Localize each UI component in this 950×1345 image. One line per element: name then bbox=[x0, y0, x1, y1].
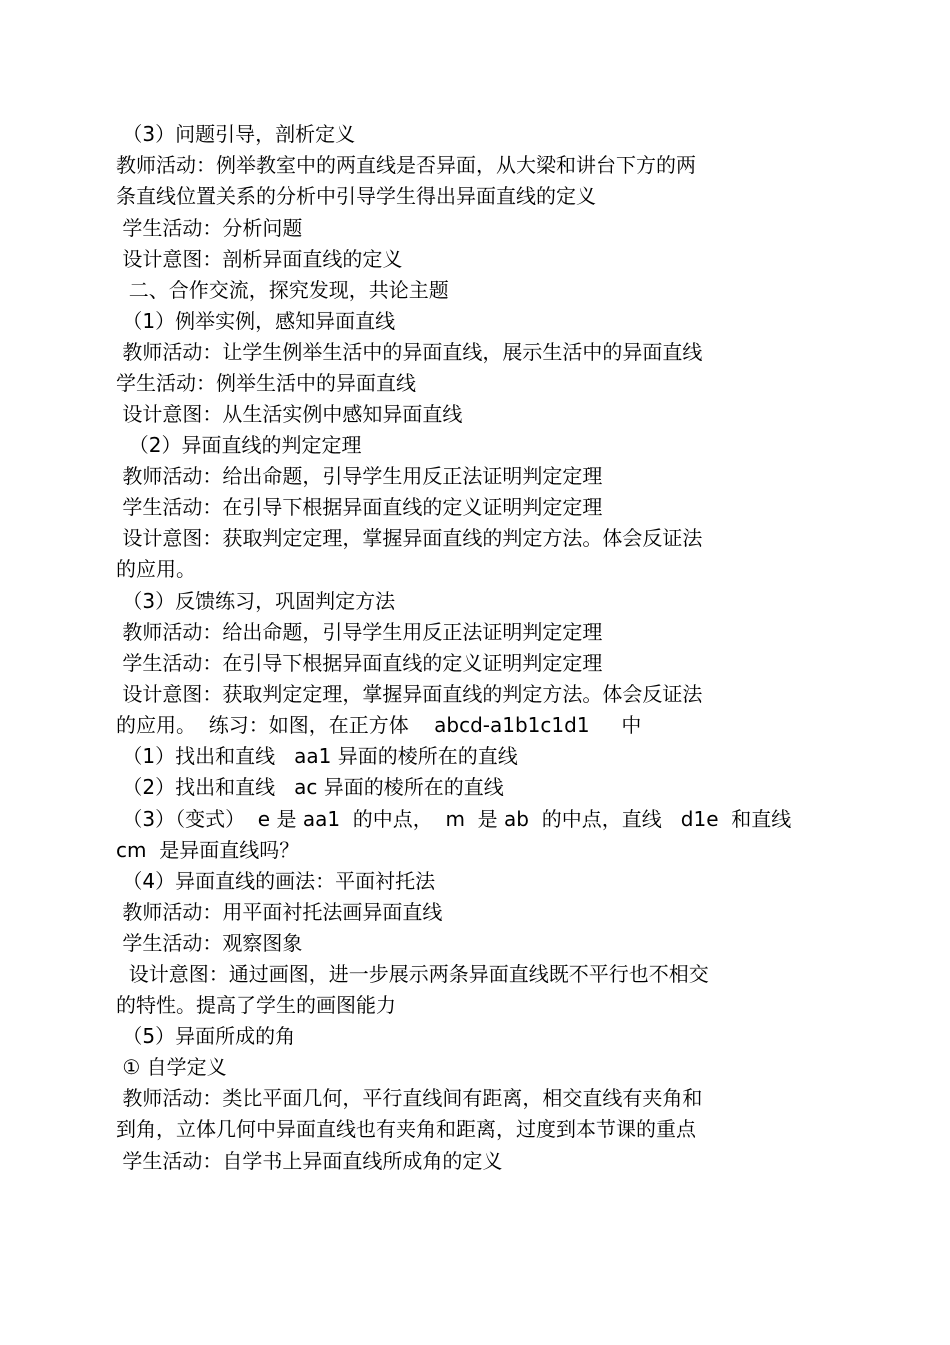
text-line: 教师活动：用平面衬托法画异面直线 bbox=[116, 900, 443, 924]
text-line: 学生活动：观察图象 bbox=[116, 931, 303, 955]
text-line: （2）异面直线的判定定理 bbox=[116, 433, 362, 457]
text-line: 教师活动：让学生例举生活中的异面直线，展示生活中的异面直线 bbox=[116, 340, 703, 364]
text-line: 到角，立体几何中异面直线也有夹角和距离，过度到本节课的重点 bbox=[116, 1117, 696, 1141]
text-line: 学生活动：分析问题 bbox=[116, 216, 303, 240]
text-line: 教师活动：类比平面几何，平行直线间有距离，相交直线有夹角和 bbox=[116, 1086, 703, 1110]
text-line: 设计意图：获取判定定理，掌握异面直线的判定方法。体会反证法 bbox=[116, 682, 703, 706]
text-line: 学生活动：在引导下根据异面直线的定义证明判定定理 bbox=[116, 495, 603, 519]
text-line: （1）找出和直线 aa1 异面的棱所在的直线 bbox=[116, 744, 518, 768]
text-line: （3）（变式） e 是 aa1 的中点， m 是 ab 的中点，直线 d1e 和直线 bbox=[116, 807, 792, 831]
text-line: 设计意图：通过画图，进一步展示两条异面直线既不平行也不相交 bbox=[116, 962, 709, 986]
text-line: （1）例举实例，感知异面直线 bbox=[116, 309, 396, 333]
text-line: 教师活动：例举教室中的两直线是否异面，从大梁和讲台下方的两 bbox=[116, 153, 696, 177]
text-line: 设计意图：获取判定定理，掌握异面直线的判定方法。体会反证法 bbox=[116, 526, 703, 550]
text-line: （2）找出和直线 ac 异面的棱所在的直线 bbox=[116, 775, 504, 799]
text-line: 学生活动：自学书上异面直线所成角的定义 bbox=[116, 1149, 503, 1173]
text-line: 学生活动：例举生活中的异面直线 bbox=[116, 371, 416, 395]
text-line: cm 是异面直线吗？ bbox=[116, 838, 300, 862]
text-line: 学生活动：在引导下根据异面直线的定义证明判定定理 bbox=[116, 651, 603, 675]
text-line: （3）反馈练习，巩固判定方法 bbox=[116, 589, 396, 613]
text-line: 的应用。 bbox=[116, 557, 196, 581]
text-line: 的特性。提高了学生的画图能力 bbox=[116, 993, 396, 1017]
text-line: （3）问题引导，剖析定义 bbox=[116, 122, 356, 146]
text-line: 教师活动：给出命题，引导学生用反正法证明判定定理 bbox=[116, 464, 603, 488]
text-line: 条直线位置关系的分析中引导学生得出异面直线的定义 bbox=[116, 184, 596, 208]
text-line: （5）异面所成的角 bbox=[116, 1024, 296, 1048]
text-line: 设计意图：从生活实例中感知异面直线 bbox=[116, 402, 463, 426]
text-line: （4）异面直线的画法：平面衬托法 bbox=[116, 869, 436, 893]
section-heading: 二、合作交流，探究发现，共论主题 bbox=[116, 278, 449, 302]
text-line: 教师活动：给出命题，引导学生用反正法证明判定定理 bbox=[116, 620, 603, 644]
text-line: 设计意图：剖析异面直线的定义 bbox=[116, 247, 403, 271]
text-line: 的应用。 练习：如图，在正方体 abcd-a1b1c1d1 中 bbox=[116, 713, 642, 737]
text-line: ① 自学定义 bbox=[116, 1055, 227, 1079]
